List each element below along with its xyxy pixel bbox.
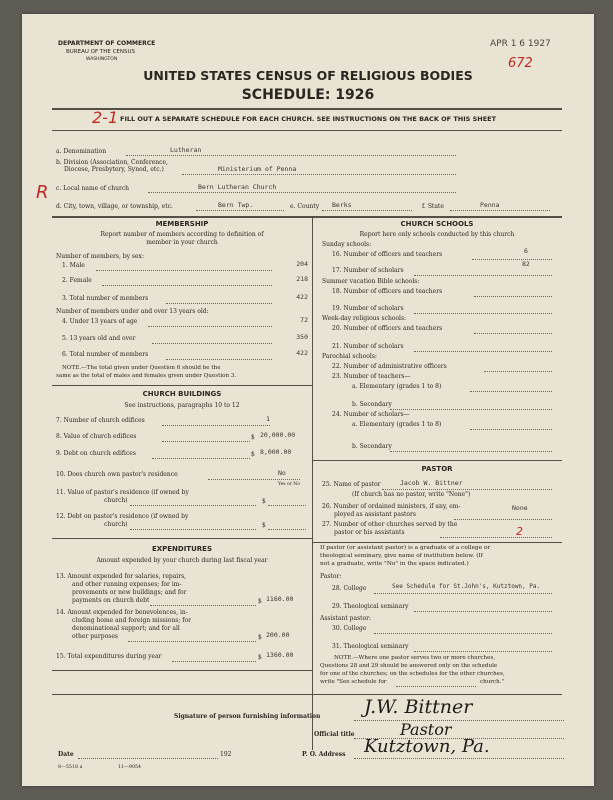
q9-label: 9. Debt on church edifices (56, 450, 136, 457)
q28-value: See Schedule for St.John's, Kutztown, Pa. (392, 583, 541, 590)
q31-line (414, 651, 552, 652)
q13-label-1: 13. Amount expended for salaries, repairs, (56, 573, 187, 580)
column-divider (312, 216, 313, 750)
q13-line (150, 605, 256, 606)
schools-intro: Report here only schools conducted by this church (359, 231, 515, 238)
q3-value: 422 (296, 293, 308, 301)
q6-line (166, 359, 272, 360)
q12-amount-line (268, 529, 306, 530)
q14-label-2: cluding home and foreign missions; for (72, 617, 191, 624)
date-line (78, 758, 218, 759)
q15-label: 15. Total expenditures during year (56, 653, 162, 660)
q24b-line (390, 451, 552, 452)
q30-label: 30. College (332, 625, 367, 632)
q7-line (162, 425, 270, 426)
official-title-label: Official title (314, 731, 355, 738)
q17-line (414, 275, 552, 276)
pastor-note-2: Questions 28 and 29 should be answered only on the schedule (320, 663, 498, 669)
q28-label: 28. College (332, 585, 367, 592)
q16-label: 16. Number of officers and teachers (332, 251, 443, 258)
po-address-value: Kutztown, Pa. (364, 736, 490, 757)
footer-rule (52, 694, 562, 695)
city-line (196, 210, 284, 211)
q6-value: 422 (296, 349, 308, 357)
q2-value: 218 (296, 275, 308, 283)
q1-value: 204 (296, 260, 308, 268)
membership-intro-1: Report number of members according to definition of (100, 231, 264, 238)
state-line (450, 210, 550, 211)
buildings-rule (52, 538, 312, 539)
q27-value: 2 (516, 525, 523, 538)
q10-label: 10. Does church own pastor's residence (56, 471, 178, 478)
schools-rule (312, 460, 562, 461)
q8-dollar: $ (251, 434, 255, 441)
graduate-note-1: If pastor (or assistant pastor) is a graduate of a college or (320, 545, 491, 551)
pastor-note-1: NOTE.—Where one pastor serves two or more churches, (334, 655, 496, 661)
pastor-rule (312, 542, 562, 543)
q2-line (102, 285, 272, 286)
q11-line (130, 505, 256, 506)
instruction-line: FILL OUT A SEPARATE SCHEDULE FOR EACH CHURCH. SEE INSTRUCTIONS ON THE BACK OF THIS SHEET (120, 115, 497, 123)
buildings-heading: CHURCH BUILDINGS (142, 390, 222, 398)
q4-line (148, 326, 272, 327)
pastor-sublabel: Pastor: (320, 573, 342, 580)
pastor-heading: PASTOR (421, 465, 453, 473)
county-value: Berks (332, 201, 352, 209)
po-address-label: P. O. Address (302, 751, 346, 758)
local-name-label: c. Local name of church (56, 185, 130, 192)
summer-label: Summer vacation Bible schools: (322, 278, 420, 285)
q13-dollar: $ (258, 598, 262, 605)
q14-dollar: $ (258, 634, 262, 641)
graduate-note-3: not a graduate, write "No" in the space indicated.) (320, 561, 469, 567)
state-label: f. State (422, 203, 444, 210)
county-line (322, 210, 412, 211)
q25-note: (If church has no pastor, write "None") (352, 491, 471, 498)
q21-line (414, 351, 552, 352)
q15-dollar: $ (258, 654, 262, 661)
q3-line (166, 303, 272, 304)
q20-line (474, 333, 552, 334)
q25-value: Jacob W. Bittner (400, 479, 463, 487)
date-year: 192 (220, 751, 232, 758)
q24-label: 24. Number of scholars— (332, 411, 410, 418)
q15-line (172, 661, 256, 662)
city-label: d. City, town, village, or township, etc. (56, 203, 173, 210)
q14-value: 200.00 (266, 631, 290, 639)
parochial-label: Parochial schools: (322, 353, 377, 360)
q7-label: 7. Number of church edifices (56, 417, 145, 424)
q10-value: No (278, 469, 286, 477)
q24b-label: b. Secondary (352, 443, 392, 450)
q23b-line (390, 409, 552, 410)
membership-note-1: NOTE.—The total given under Question 6 should be the (62, 365, 221, 371)
buildings-sub: See instructions, paragraphs 10 to 12 (124, 402, 240, 409)
r-mark: R (36, 182, 49, 203)
signature-value: J.W. Bittner (364, 696, 473, 718)
q27-line (440, 537, 552, 538)
q12-line (130, 529, 256, 530)
q1-line (96, 270, 272, 271)
q28-line (374, 593, 552, 594)
q9-dollar: $ (251, 451, 255, 458)
header-rule (52, 108, 562, 110)
yes-no-hint: Yes or No (278, 482, 300, 487)
q20-label: 20. Number of officers and teachers (332, 325, 443, 332)
q5-label: 5. 13 years old and over (62, 335, 136, 342)
q6-label: 6. Total number of members (62, 351, 149, 358)
q3-label: 3. Total number of members (62, 295, 149, 302)
division-line (182, 174, 456, 175)
q31-label: 31. Theological seminary (332, 643, 409, 650)
q18-label: 18. Number of officers and teachers (332, 288, 443, 295)
q11-dollar: $ (262, 498, 266, 505)
q13-value: 1160.00 (266, 595, 294, 603)
q19-label: 19. Number of scholars (332, 305, 404, 312)
print-number: 11—9054 (118, 765, 142, 770)
state-value: Penna (480, 201, 500, 209)
membership-heading: MEMBERSHIP (155, 220, 209, 228)
instruction-rule (52, 130, 562, 131)
city-value: Bern Twp. (218, 201, 254, 209)
q4-label: 4. Under 13 years of age (62, 318, 138, 325)
q13-label-4: payments on church debt (72, 597, 150, 604)
q4-value: 72 (300, 316, 308, 324)
q13-label-3: provements or new buildings; and for (72, 589, 187, 596)
q19-line (414, 313, 552, 314)
q2-label: 2. Female (62, 277, 92, 284)
q21-label: 21. Number of scholars (332, 343, 404, 350)
denomination-value: Lutheran (170, 146, 202, 154)
q23-label: 23. Number of teachers— (332, 373, 411, 380)
q13-label-2: and other running expenses; for im- (72, 581, 182, 588)
pastor-note-blank (396, 686, 476, 687)
q25-label: 25. Name of pastor (322, 481, 381, 488)
received-date-stamp: APR 1 6 1927 (490, 39, 551, 49)
q22-line (484, 371, 552, 372)
q29-label: 29. Theological seminary (332, 603, 409, 610)
denomination-label: a. Denomination (56, 148, 107, 155)
census-schedule-sheet (22, 14, 594, 786)
assistant-sublabel: Assistant pastor: (320, 615, 372, 622)
q26-label-2: ployed as assistant pastors (334, 511, 416, 518)
q26-line (454, 519, 552, 520)
section-rule-top (52, 216, 562, 218)
q8-line (162, 441, 250, 442)
form-number: 8—5518 a (58, 765, 83, 770)
weekday-label: Week-day religious schools: (322, 315, 407, 322)
schools-heading: CHURCH SCHOOLS (400, 220, 474, 228)
q17-value: 82 (522, 260, 530, 268)
q14-label-1: 14. Amount expended for benevolences, in- (56, 609, 188, 616)
red-mark: 2-1 (92, 108, 119, 127)
q1-label: 1. Male (62, 262, 85, 269)
membership-note-2: same as the total of males and females given under Question 3. (56, 373, 237, 379)
q8-value: 20,000.00 (260, 431, 296, 439)
city-label: WASHINGTON (86, 57, 118, 62)
q24a-line (470, 429, 552, 430)
q23a-line (470, 391, 552, 392)
q17-label: 17. Number of scholars (332, 267, 404, 274)
q15-value: 1360.00 (266, 651, 294, 659)
schedule-number: 672 (508, 56, 533, 71)
pastor-note-3: for one of the churches; on the schedules for the other churches, (320, 671, 505, 677)
expenditures-heading: EXPENDITURES (151, 545, 213, 553)
q9-line (152, 458, 250, 459)
q12-label-2: church) (104, 521, 128, 528)
q23a-label: a. Elementary (grades 1 to 8) (352, 383, 442, 390)
pastor-note-4: write "See schedule for (320, 679, 387, 685)
division-value: Ministerium of Penna (218, 165, 297, 173)
q9-value: 8,000.00 (260, 448, 292, 456)
q30-line (374, 633, 552, 634)
membership-rule (52, 385, 312, 386)
bureau-label: BUREAU OF THE CENSUS (66, 49, 136, 55)
q27-label-1: 27. Number of other churches served by the (322, 521, 458, 528)
q5-line (152, 343, 272, 344)
q12-label-1: 12. Debt on pastor's residence (if owned by (56, 513, 189, 520)
signature-label: Signature of person furnishing information (174, 713, 321, 720)
membership-intro-2: member in your church (146, 239, 218, 246)
expenditures-rule (52, 670, 312, 671)
q12-dollar: $ (262, 522, 266, 529)
q16-value: 6 (524, 247, 528, 255)
q5-value: 350 (296, 333, 308, 341)
date-label: Date (58, 751, 74, 758)
local-name-value: Bern Lutheran Church (198, 183, 277, 191)
schedule-title: SCHEDULE: 1926 (241, 87, 375, 103)
q11-label-1: 11. Value of pastor's residence (if owned by (56, 489, 189, 496)
county-label: e. County (290, 203, 320, 210)
department-label: DEPARTMENT OF COMMERCE (58, 40, 156, 47)
q14-label-3: denominational support; and for all (72, 625, 180, 632)
q26-value: None (512, 504, 528, 512)
q11-amount-line (268, 505, 306, 506)
sunday-label: Sunday schools: (322, 241, 372, 248)
q14-label-4: other purposes (72, 633, 118, 640)
q10-line (208, 479, 300, 480)
official-title-value: Pastor (400, 720, 452, 739)
po-address-line (354, 758, 564, 759)
q16-line (472, 259, 552, 260)
q7-value: 1 (266, 415, 270, 423)
q25-line (382, 489, 552, 490)
q24a-label: a. Elementary (grades 1 to 8) (352, 421, 442, 428)
q18-line (474, 296, 552, 297)
q14-line (128, 641, 256, 642)
q26-label-1: 26. Number of ordained ministers, if any, em- (322, 503, 461, 510)
q22-label: 22. Number of administrative officers (332, 363, 447, 370)
denomination-line (126, 155, 456, 156)
q23b-label: b. Secondary (352, 401, 392, 408)
q8-label: 8. Value of church edifices (56, 433, 137, 440)
local-name-line (148, 192, 456, 193)
q11-label-2: church) (104, 497, 128, 504)
q29-line (414, 611, 552, 612)
signature-line (354, 720, 564, 721)
pastor-note-5: church." (480, 679, 505, 685)
division-label-2: Diocese, Presbytery, Synod, etc.) (64, 166, 164, 173)
graduate-note-2: theological seminary, give name of institution below. (If (320, 553, 483, 559)
by-sex-label: Number of members, by sex: (56, 253, 144, 260)
age-header: Number of members under and over 13 years old: (56, 308, 209, 315)
q27-label-2: pastor or his assistants (334, 529, 405, 536)
expenditures-sub: Amount expended by your church during last fiscal year (96, 557, 268, 564)
division-label-1: b. Division (Association, Conference, (56, 159, 168, 166)
form-title: UNITED STATES CENSUS OF RELIGIOUS BODIES (143, 68, 473, 83)
